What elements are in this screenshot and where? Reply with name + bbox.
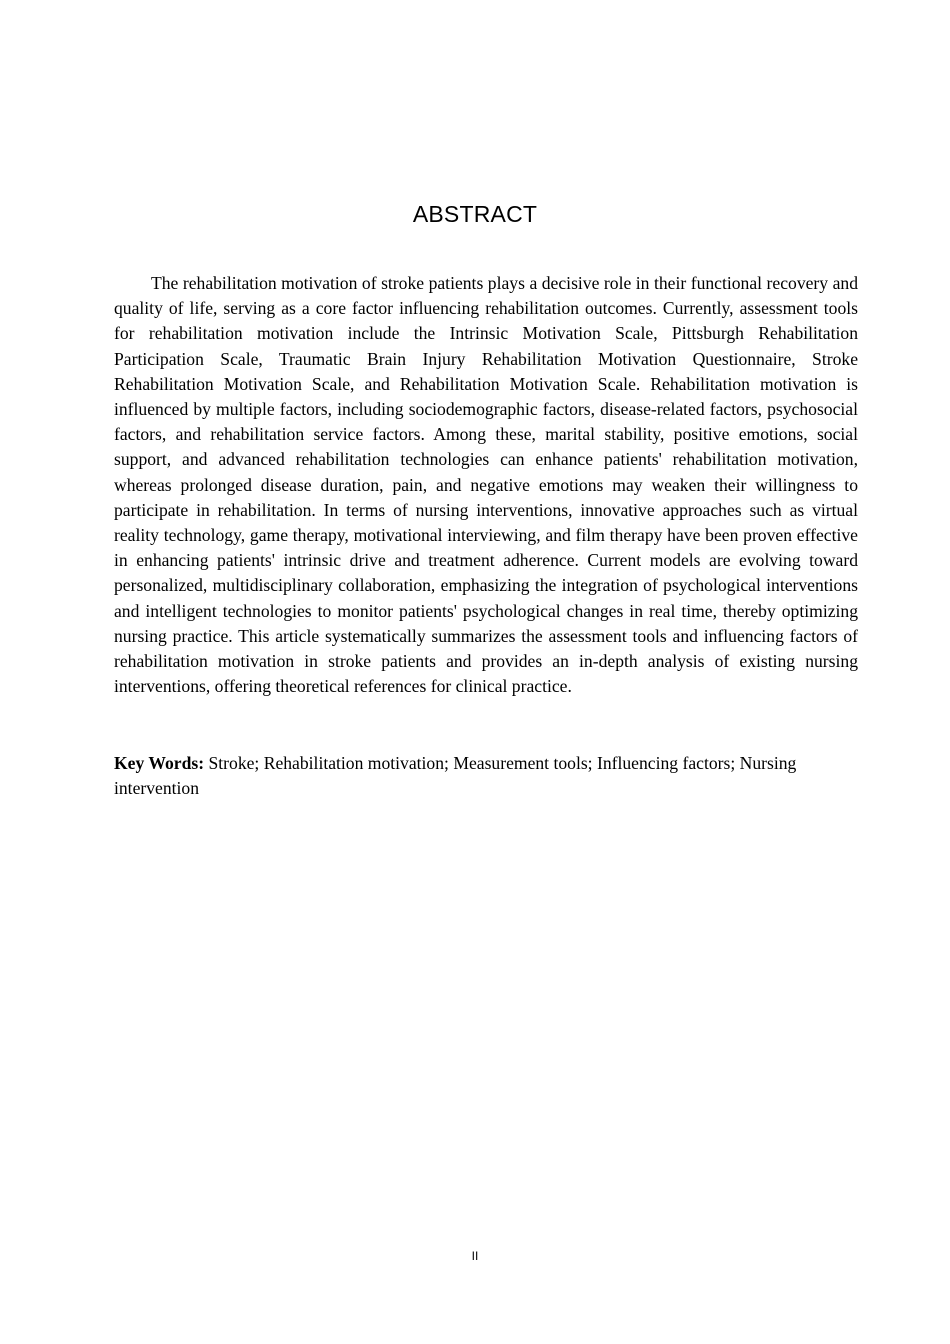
abstract-paragraph: The rehabilitation motivation of stroke patients plays a decisive role in their functional recovery and quality of life, serving as a core factor influencing rehabilitation outcomes. Currently, assessment tools for rehabilitation motivation include the Intrinsic Motivation Scale, Pittsburgh Rehabilitation Participation Scale, Traumatic Brain Injury Rehabilitation Motivation Questionnaire, Stroke Rehabilitation Motivation Scale, and Rehabilitation Motivation Scale. Rehabilitation motivation is influenced by multiple factors, including sociodemographic factors, disease-related factors, psychosocial factors, and rehabilitation service factors. Among these, marital stability, positive emotions, social support, and advanced rehabilitation technologies can enhance patients' rehabilitation motivation, whereas prolonged disease duration, pain, and negative emotions may weaken their willingness to participate in rehabilitation. In terms of nursing interventions, innovative approaches such as virtual reality technology, game therapy, motivational interviewing, and film therapy have been proven effective in enhancing patients' intrinsic drive and treatment adherence. Current models are evolving toward personalized, multidisciplinary collaboration, emphasizing the integration of psychological interventions and intelligent technologies to monitor patients' psychological changes in real time, thereby optimizing nursing practice. This article systematically summarizes the assessment tools and influencing factors of rehabilitation motivation in stroke patients and provides an in-depth analysis of existing nursing interventions, offering theoretical references for clinical practice. xyxy=(114,273,858,697)
abstract-title: ABSTRACT xyxy=(412,201,538,227)
keywords-line xyxy=(114,751,858,801)
page-number: II xyxy=(471,1249,479,1263)
keywords-label: Key Words: xyxy=(114,753,205,773)
keywords-text: Stroke; Rehabilitation motivation; Measurement tools; Influencing factors; Nursing intervention xyxy=(114,753,797,799)
